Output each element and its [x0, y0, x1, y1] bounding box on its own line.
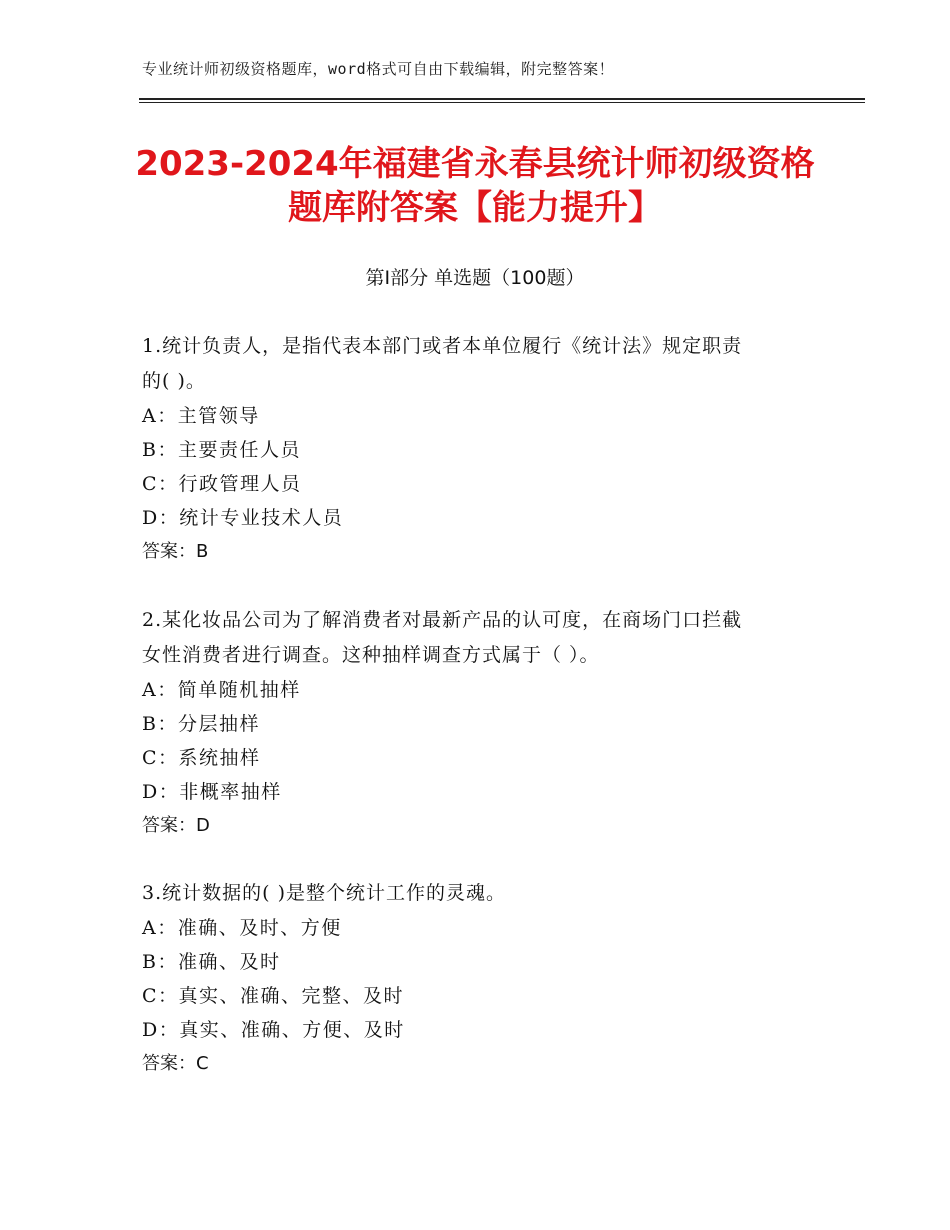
title-line-2: 题库附答案【能力提升】 [288, 188, 662, 228]
answer-label: 答案：D [142, 815, 210, 836]
option-b: B：分层抽样 [142, 713, 260, 735]
option-b: B：准确、及时 [142, 951, 281, 973]
header-rule-thin [139, 102, 865, 103]
option-c: C：真实、准确、完整、及时 [142, 985, 405, 1007]
option-d: D：统计专业技术人员 [142, 507, 344, 529]
option-b: B：主要责任人员 [142, 439, 301, 461]
question-stem-continued: 的( )。 [142, 370, 206, 392]
question-stem: 2.某化妆品公司为了解消费者对最新产品的认可度，在商场门口拦截 [142, 609, 743, 631]
title-line-1: 2023-2024年福建省永春县统计师初级资格 [135, 144, 815, 184]
answer-label: 答案：C [142, 1053, 209, 1074]
option-d: D：真实、准确、方便、及时 [142, 1019, 405, 1041]
question-stem: 3.统计数据的( )是整个统计工作的灵魂。 [142, 882, 506, 904]
question-stem: 1.统计负责人，是指代表本部门或者本单位履行《统计法》规定职责 [142, 335, 743, 357]
question-3 [142, 876, 822, 1081]
question-2 [142, 603, 822, 843]
option-c: C：系统抽样 [142, 747, 261, 769]
option-d: D：非概率抽样 [142, 781, 282, 803]
option-a: A：简单随机抽样 [142, 679, 301, 701]
question-stem-continued: 女性消费者进行调查。这种抽样调查方式属于（ ）。 [142, 644, 600, 666]
option-a: A：准确、及时、方便 [142, 917, 342, 939]
option-c: C：行政管理人员 [142, 473, 302, 495]
answer-label: 答案：B [142, 541, 209, 562]
question-1 [142, 329, 822, 569]
header-note: 专业统计师初级资格题库，word格式可自由下载编辑，附完整答案！ [142, 60, 615, 78]
header-rule-thick [139, 98, 865, 100]
section-title: 第Ⅰ部分 单选题（100题） [365, 267, 585, 289]
option-a: A：主管领导 [142, 405, 260, 427]
document-title [60, 142, 890, 230]
